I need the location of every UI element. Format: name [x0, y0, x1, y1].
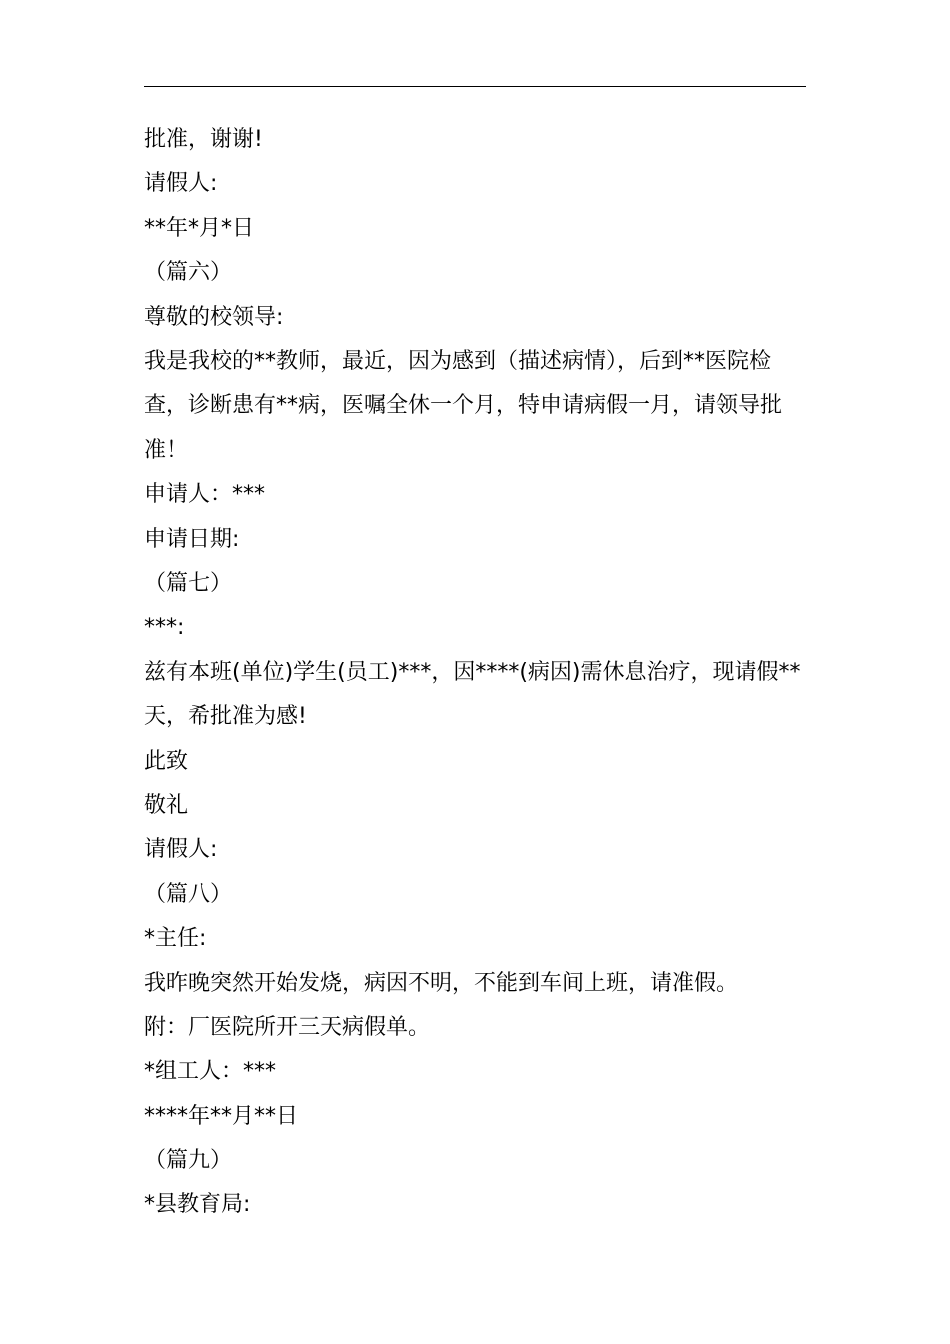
body-paragraph: 兹有本班(单位)学生(员工)***，因****(病因)需休息治疗，现请假**天，希批准为感! [144, 659, 801, 730]
salutation: ***: [144, 615, 185, 641]
text-line: *组工人：*** [144, 1059, 277, 1085]
text-line: 批准，谢谢! [144, 127, 263, 152]
section-heading: （篇六） [144, 260, 233, 286]
body-paragraph: 我是我校的**教师，最近，因为感到（描述病情），后到**医院检查，诊断患有**病，医嘱全休一个月，特申请病假一月，请领导批准！ [144, 348, 783, 463]
document-body [144, 118, 806, 1228]
section-heading: （篇九） [144, 1148, 233, 1174]
text-line: 敬礼 [144, 792, 189, 818]
text-line: 请假人: [144, 171, 218, 197]
text-line: 请假人: [144, 837, 218, 863]
text-line: ****年**月**日 [144, 1103, 299, 1129]
text-line: 此致 [144, 748, 189, 774]
text-line: **年*月*日 [144, 215, 255, 241]
section-heading: （篇八） [144, 881, 233, 907]
salutation: *县教育局: [144, 1192, 251, 1218]
salutation: 尊敬的校领导: [144, 304, 284, 330]
text-line: 申请日期: [144, 526, 240, 552]
section-heading: （篇七） [144, 570, 233, 596]
salutation: *主任: [144, 926, 207, 952]
header-rule [144, 86, 806, 87]
body-paragraph: 我昨晚突然开始发烧，病因不明，不能到车间上班，请准假。 [144, 970, 739, 996]
text-line: 申请人：*** [144, 482, 266, 508]
text-line: 附：厂医院所开三天病假单。 [144, 1014, 431, 1040]
